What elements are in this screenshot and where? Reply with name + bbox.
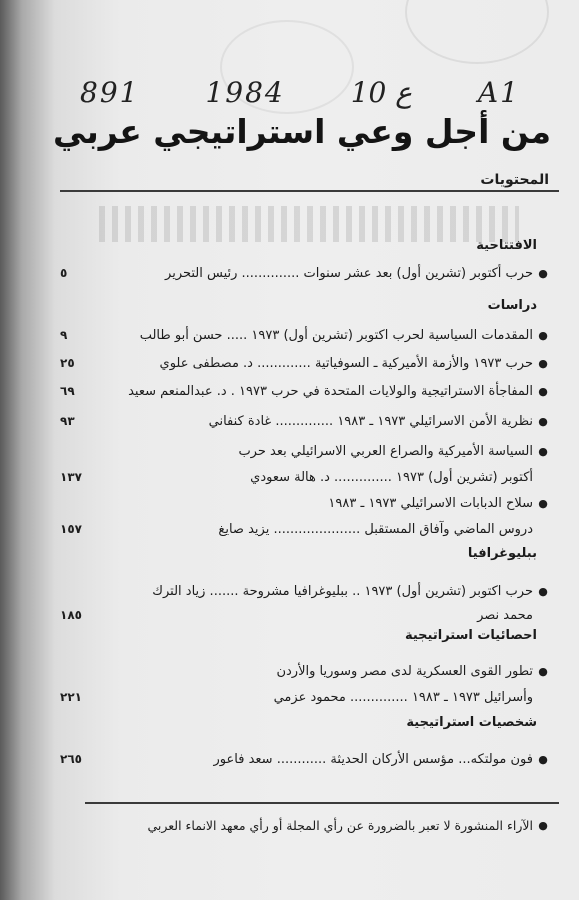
footer-divider — [85, 802, 559, 804]
toc-entry-line — [60, 440, 549, 462]
bullet-icon: ● — [538, 752, 548, 766]
toc-page-number: ٩ — [60, 328, 68, 342]
toc-entry-text: تطور القوى العسكرية لدى مصر وسوريا والأردن — [276, 663, 533, 679]
section-title: الافتتاحية — [476, 238, 537, 253]
bullet-icon: ● — [538, 584, 548, 598]
toc-entry-text: المفاجأة الاستراتيجية والولايات المتحدة في حرب ١٩٧٣ . د. عبدالمنعم سعيد — [128, 383, 533, 399]
toc-page-number: ١٣٧ — [60, 470, 82, 484]
bleed-through-text — [99, 206, 519, 242]
toc-entry-line — [60, 518, 549, 540]
toc-entry-text: حرب أكتوبر (تشرين أول) بعد عشر سنوات .............. رئيس التحرير — [165, 265, 533, 281]
bullet-icon: ● — [538, 444, 548, 458]
handwritten-catalog-number — [80, 76, 520, 109]
toc-page-number: ٢٢١ — [60, 690, 82, 704]
toc-entry-line — [60, 380, 549, 402]
toc-page-number: ٥ — [60, 266, 68, 280]
section-title: ببليوغرافيا — [467, 546, 537, 561]
toc-page-number: ٦٩ — [60, 384, 75, 398]
toc-page-number: ٩٣ — [60, 414, 75, 428]
toc-entry-line — [60, 352, 549, 374]
bullet-icon: ● — [538, 819, 548, 832]
toc-entry-text: المقدمات السياسية لحرب اكتوبر (تشرين أول) ١٩٧٣ ..... حسن أبو طالب — [139, 327, 533, 343]
toc-entry-line — [60, 604, 549, 626]
toc-entry-line — [60, 686, 549, 708]
section-title: دراسات — [487, 298, 537, 313]
handwritten-item: 891 — [80, 76, 140, 109]
handwritten-item: 1984 — [205, 76, 285, 109]
section-title: احصائيات استراتيجية — [404, 628, 537, 643]
toc-entry-text: نظرية الأمن الاسرائيلي ١٩٧٣ ـ ١٩٨٣ .............. غادة كنفاني — [208, 413, 533, 429]
toc-page-number: ١٥٧ — [60, 522, 82, 536]
toc-entry-line — [60, 660, 549, 682]
toc-page-number: ١٨٥ — [60, 608, 82, 622]
toc-entry-text: حرب اكتوبر (تشرين أول) ١٩٧٣ .. ببليوغرافيا مشروحة ....... زياد الترك — [152, 583, 533, 599]
header-divider — [60, 190, 559, 192]
toc-entry-text: فون مولتكه... مؤسس الأركان الحديثة ............ سعد فاعور — [213, 751, 533, 767]
bullet-icon: ● — [538, 664, 548, 678]
footnote-text: الآراء المنشورة لا تعبر بالضرورة عن رأي المجلة أو رأي معهد الانماء العربي — [147, 818, 533, 833]
toc-entry-line — [60, 492, 549, 514]
handwritten-item: A1 — [477, 76, 520, 109]
toc-entry-text: سلاح الدبابات الاسرائيلي ١٩٧٣ ـ ١٩٨٣ — [328, 495, 533, 511]
section-title: شخصيات استراتيجية — [406, 715, 537, 730]
toc-entry-line — [60, 580, 549, 602]
footnote — [80, 818, 549, 833]
toc-entry-line — [60, 466, 549, 488]
handwritten-item: 10 ع — [350, 76, 412, 109]
page-title: من أجل وعي استراتيجي عربي — [52, 112, 551, 151]
bullet-icon: ● — [538, 266, 548, 280]
toc-page-number: ٢٦٥ — [60, 752, 82, 766]
toc-entry-line — [60, 324, 549, 346]
toc-entry-text: وأسرائيل ١٩٧٣ ـ ١٩٨٣ .............. محمود عزمي — [273, 689, 533, 705]
toc-entry-text: محمد نصر — [477, 607, 533, 623]
library-stamp — [405, 0, 549, 64]
toc-entry-line — [60, 748, 549, 770]
bullet-icon: ● — [538, 328, 548, 342]
bullet-icon: ● — [538, 384, 548, 398]
toc-entry-text: دروس الماضي وآفاق المستقبل ..................... يزيد صايغ — [218, 521, 533, 537]
bullet-icon: ● — [538, 356, 548, 370]
toc-entry-text: أكتوبر (تشرين أول) ١٩٧٣ .............. د. هالة سعودي — [250, 469, 533, 485]
contents-heading: المحتويات — [480, 172, 549, 188]
toc-entry-line — [60, 410, 549, 432]
bullet-icon: ● — [538, 414, 548, 428]
toc-entry-text: حرب ١٩٧٣ والأزمة الأميركية ـ السوفياتية ............. د. مصطفى علوي — [159, 355, 533, 371]
toc-entry-text: السياسة الأميركية والصراع العربي الاسرائيلي بعد حرب — [238, 443, 533, 459]
toc-page-number: ٢٥ — [60, 356, 75, 370]
toc-entry-line — [60, 262, 549, 284]
bullet-icon: ● — [538, 496, 548, 510]
